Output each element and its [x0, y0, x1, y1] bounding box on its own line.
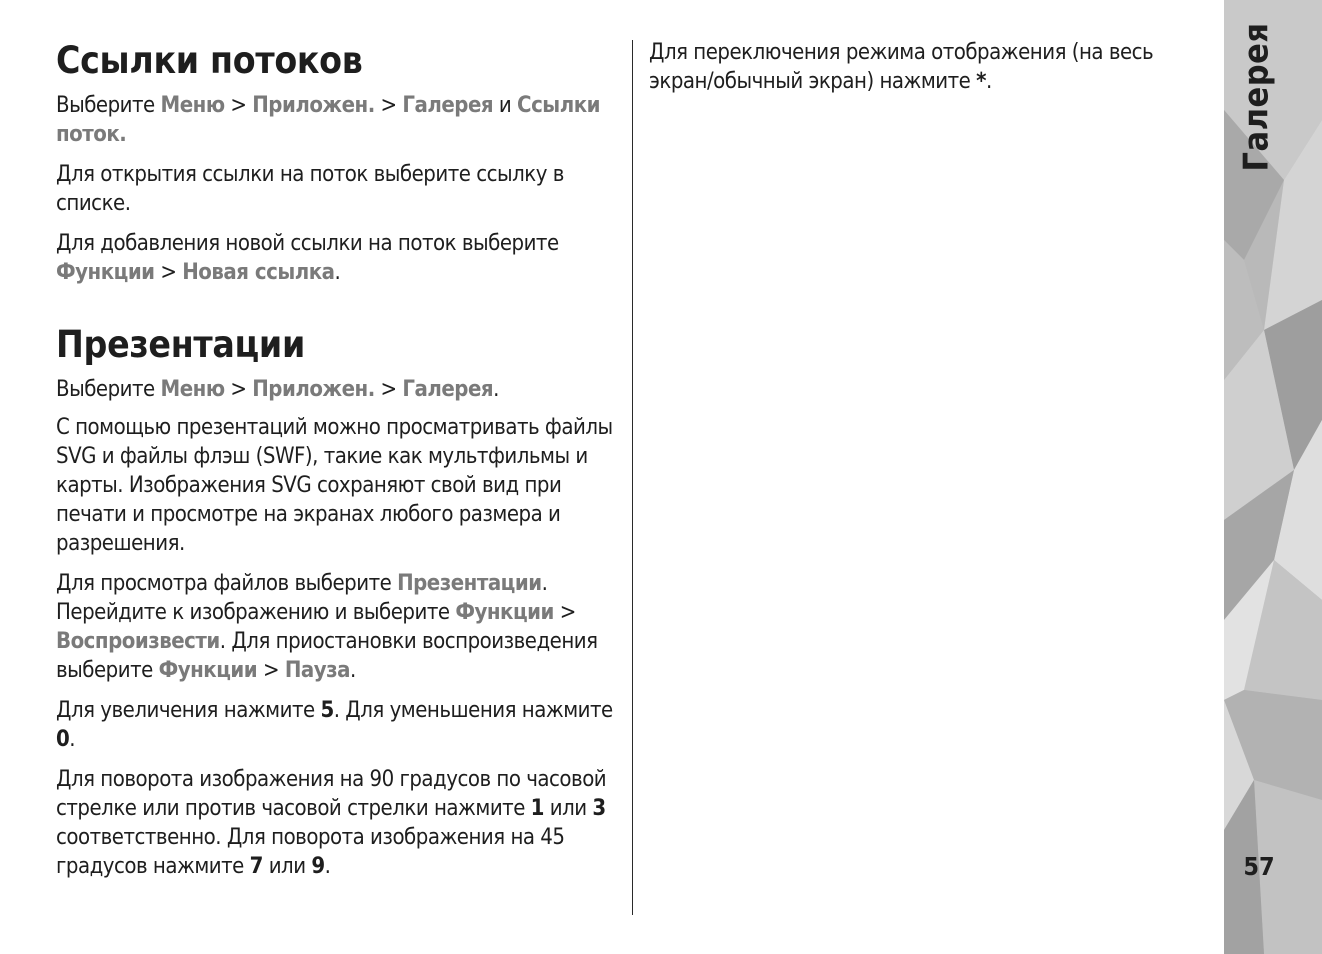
- key-7: 7: [249, 854, 263, 879]
- presentations-fullscreen-paragraph: Для переключения режима отображения (на весь экран/обычный экран) нажмите *.: [649, 40, 1154, 94]
- new-link-link: Новая ссылка: [182, 260, 335, 285]
- apps-link: Приложен.: [252, 377, 375, 402]
- links-path-paragraph: Выберите Меню > Приложен. > Галерея и Ссылки поток.: [56, 93, 601, 147]
- presentations-intro-paragraph: С помощью презентаций можно просматривать файлы SVG и файлы флэш (SWF), такие как мультфильмы и карты. Изображения SVG сохраняют свой вид при печати и просмотре на экранах любого размера и разрешения.: [56, 415, 613, 556]
- left-column: [56, 38, 624, 881]
- gallery-link: Галерея: [402, 93, 494, 118]
- heading-stream-links: Ссылки потоков: [56, 39, 363, 82]
- page-number: 57: [1243, 852, 1275, 881]
- menu-link: Меню: [160, 93, 225, 118]
- stream-links-link: Ссылки поток.: [56, 93, 601, 147]
- apps-link: Приложен.: [252, 93, 375, 118]
- presentations-path-paragraph: Выберите Меню > Приложен. > Галерея.: [56, 377, 499, 402]
- play-link: Воспроизвести: [56, 629, 220, 654]
- gallery-link: Галерея: [402, 377, 494, 402]
- options-link: Функции: [56, 260, 155, 285]
- pause-link: Пауза: [284, 658, 351, 683]
- right-column: [649, 38, 1209, 96]
- key-9: 9: [311, 854, 325, 879]
- key-3: 3: [592, 796, 606, 821]
- presentations-rotate-paragraph: Для поворота изображения на 90 градусов по часовой стрелке или против часовой стрелки нажмите 1 или 3 соответственно. Для поворота изображения на 45 градусов нажмите 7 или 9.: [56, 767, 607, 879]
- menu-link: Меню: [160, 377, 225, 402]
- links-add-paragraph: Для добавления новой ссылки на поток выберите Функции > Новая ссылка.: [56, 231, 559, 285]
- presentations-zoom-paragraph: Для увеличения нажмите 5. Для уменьшения нажмите 0.: [56, 698, 613, 752]
- options-link: Функции: [455, 600, 554, 625]
- chapter-title: Галерея: [1237, 21, 1277, 172]
- heading-presentations: Презентации: [56, 323, 305, 366]
- links-open-paragraph: Для открытия ссылки на поток выберите ссылку в списке.: [56, 162, 564, 216]
- column-divider: [632, 40, 633, 915]
- key-1: 1: [530, 796, 544, 821]
- key-5: 5: [320, 698, 334, 723]
- key-star: *: [976, 69, 986, 94]
- key-0: 0: [56, 727, 70, 752]
- options-link: Функции: [158, 658, 258, 683]
- presentations-link: Презентации: [397, 571, 542, 596]
- presentations-view-paragraph: Для просмотра файлов выберите Презентации. Перейдите к изображению и выберите Функции > Воспроизвести. Для приостановки воспроизведения выберите Функции > Пауза.: [56, 571, 598, 683]
